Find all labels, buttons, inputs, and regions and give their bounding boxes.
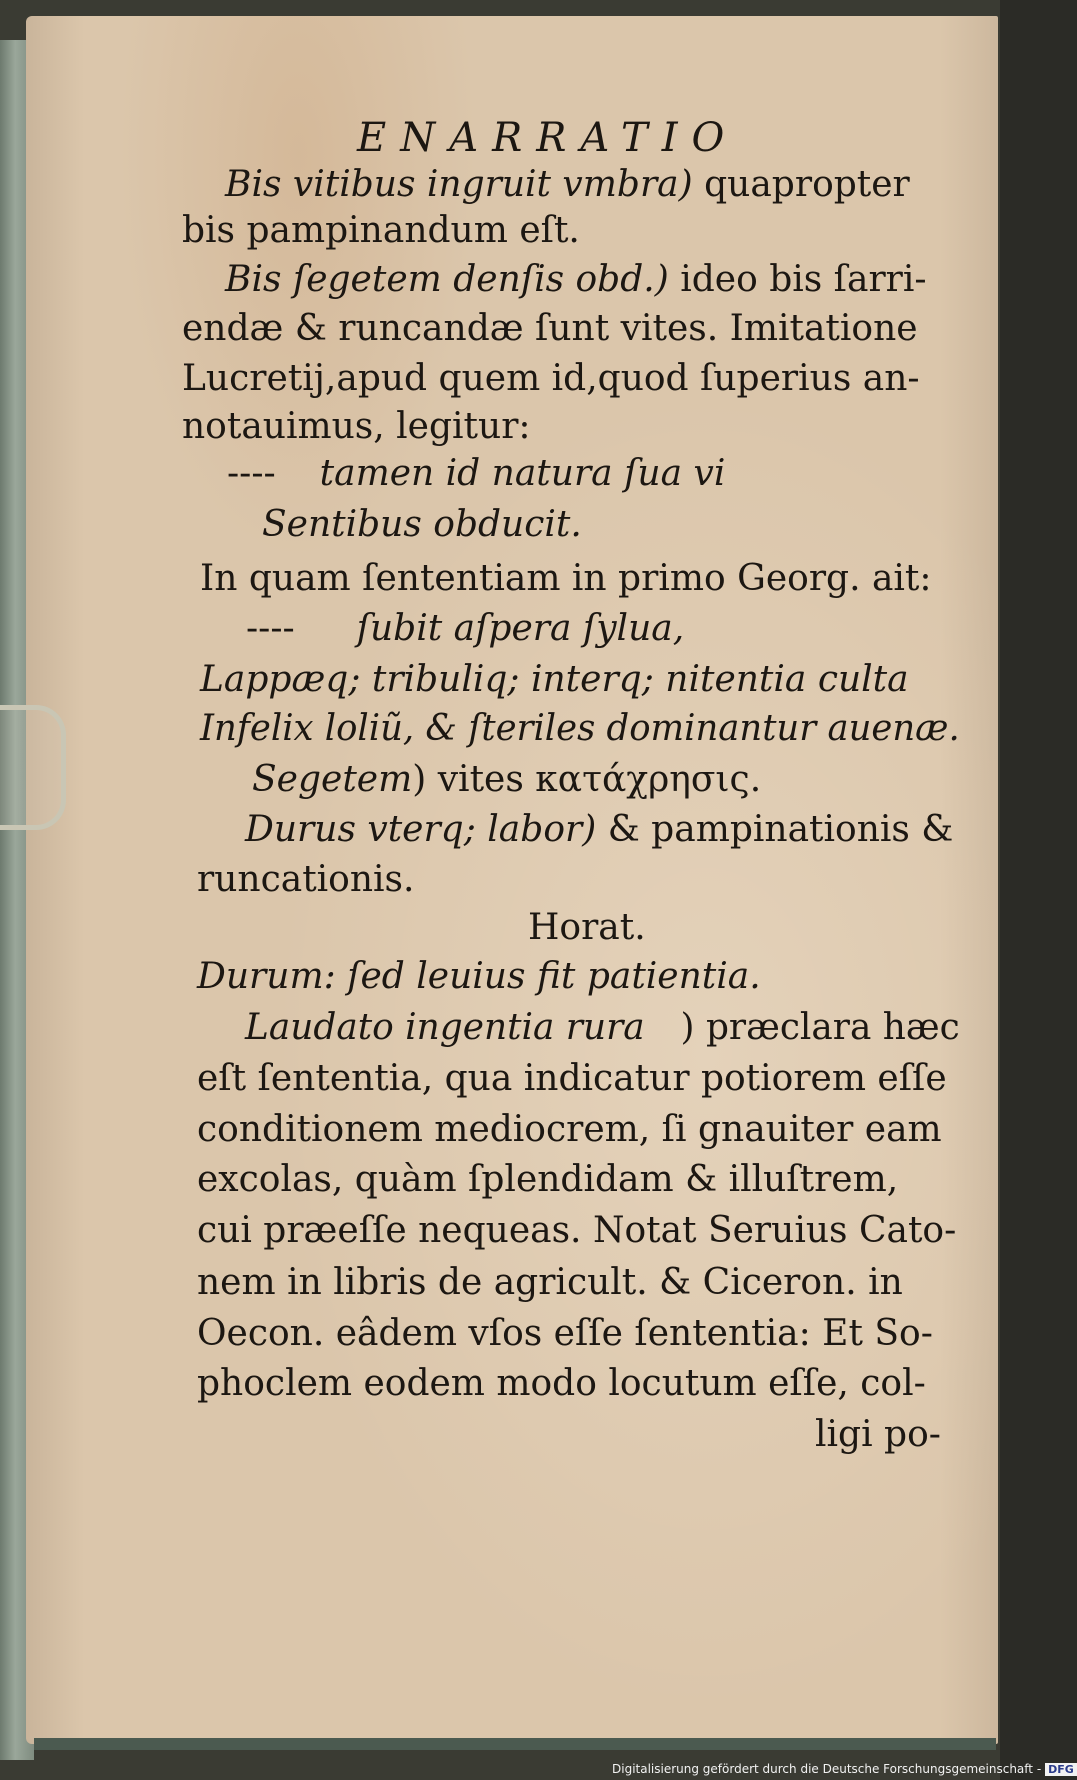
text-line-9: In quam ſententiam in primo Georg. ait: [200,558,932,599]
text-line-24: Oecon. eâdem vſos eſſe ſententia: Et So- [197,1313,933,1354]
commentary: quapropter [692,164,910,205]
dash-marker: ---- [246,608,295,649]
text-line-3 [225,258,927,302]
lemma: Laudato ingentia rura [245,1007,645,1048]
text-line-7 [227,452,725,496]
text-line-18 [245,1006,960,1050]
text-line-17: Durum: ſed leuius fit patientia. [197,956,761,997]
text-line-10 [246,607,684,651]
running-header: ENARRATIO [357,115,739,161]
lemma: Bis ſegetem denſis obd.) [225,259,669,300]
text-line-1 [225,163,910,207]
text-line-16: Horat. [528,907,646,948]
digitization-credit [612,1762,1077,1776]
text-line-23: nem in libris de agricult. & Ciceron. in [197,1262,903,1303]
dash-marker: ---- [227,453,276,494]
text-line-21: excolas, quàm ſplendidam & illuſtrem, [197,1159,899,1200]
text-line-25: phoclem eodem modo locutum eſſe, col- [197,1363,926,1404]
text-line-11: Lappæq; tribuliq; interq; nitentia culta [200,659,909,700]
text-line-12: Infelix loliũ, & ſteriles dominantur auenæ. [200,708,960,749]
commentary: ) vites κατάχρησις. [412,759,762,800]
text-line-8: Sentibus obducit. [262,504,582,545]
text-line-5: Lucretij,apud quem id,quod ſuperius an- [182,358,920,399]
catchword: ligi po- [815,1414,941,1455]
text-line-22: cui præeſſe nequeas. Notat Seruius Cato- [197,1210,957,1251]
lemma: Segetem [252,759,413,800]
text-line-20: conditionem mediocrem, ſi gnauiter eam [197,1109,942,1150]
commentary: ideo bis ſarri- [668,259,927,300]
quotation: tamen id natura ſua vi [319,453,726,494]
text-line-19: eſt ſententia, qua indicatur potiorem eſſe [197,1058,947,1099]
text-line-4: endæ & runcandæ ſunt vites. Imitatione [182,308,918,349]
commentary: ) præclara hæc [680,1007,960,1048]
text-line-14 [245,808,953,852]
credit-text: Digitalisierung gefördert durch die Deutsche Forschungsgemeinschaft - [612,1762,1042,1776]
text-line-15: runcationis. [197,859,415,900]
text-line-2: bis pampinandum eſt. [182,210,580,251]
lemma: Durus vterq; labor) [245,809,597,850]
text-line-6: notauimus, legitur: [182,406,531,447]
lemma: Bis vitibus ingruit vmbra) [225,164,693,205]
commentary: & pampinationis & [596,809,954,850]
quotation: ſubit aſpera ſylua, [356,608,685,649]
dfg-logo: DFG [1045,1763,1077,1776]
text-line-13 [252,758,761,802]
